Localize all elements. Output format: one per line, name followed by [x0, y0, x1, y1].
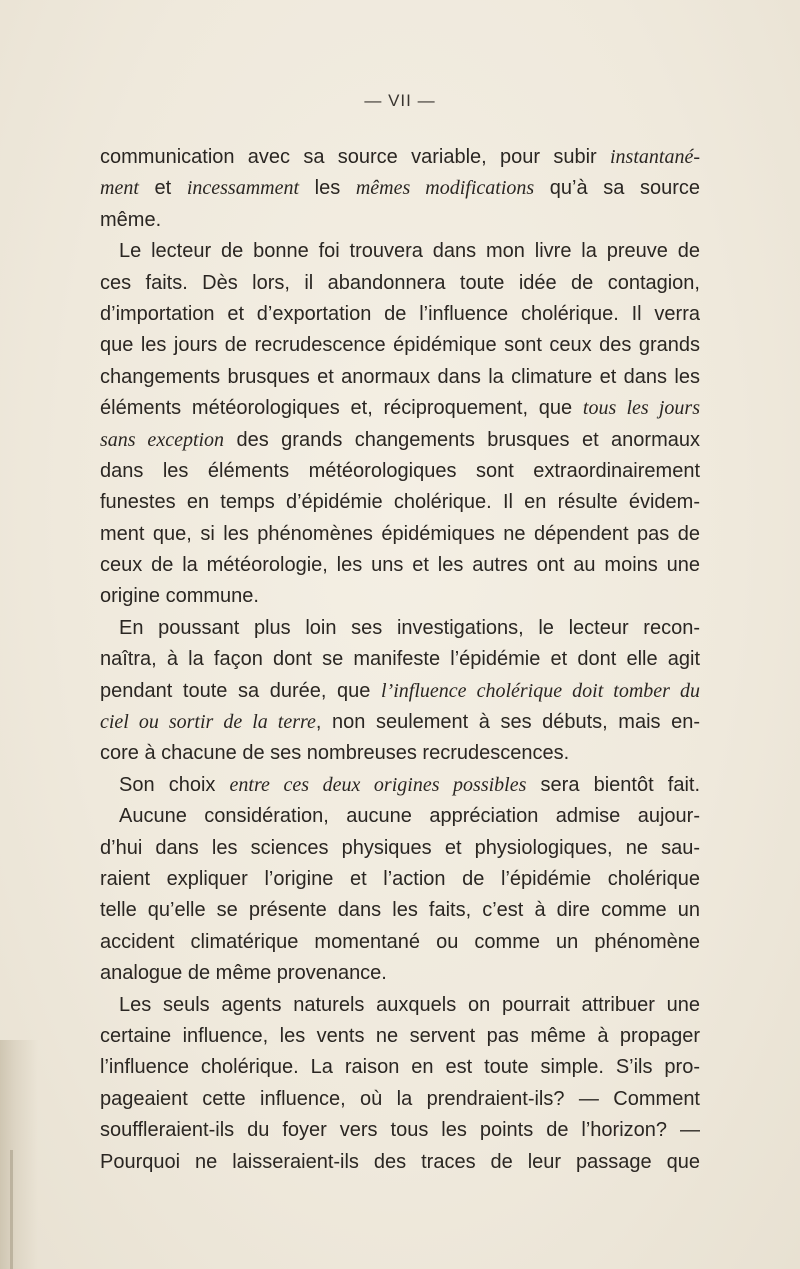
text-segment: les	[299, 177, 356, 200]
text-segment: d’hui dans les sciences physiques et physiologiques, ne sau-	[100, 836, 700, 859]
text-line	[100, 393, 700, 424]
italic-text: instantané-	[610, 146, 700, 168]
text-line	[100, 456, 700, 487]
page-number-header: — VII —	[364, 91, 436, 110]
text-line	[100, 958, 700, 989]
text-segment: éléments météorologiques et, réciproquement, que	[100, 397, 583, 420]
text-segment: telle qu’elle se présente dans les faits, c’est à dire comme un	[100, 899, 700, 922]
text-line	[100, 707, 700, 738]
text-segment: En poussant plus loin ses investigations, le lecteur recon-	[119, 616, 700, 639]
text-segment: Son choix	[119, 773, 230, 796]
text-line	[100, 1147, 700, 1178]
italic-text: sans exception	[100, 428, 225, 451]
text-segment: des grands changements brusques et anormaux	[224, 428, 700, 451]
page-edge-shadow	[0, 1040, 38, 1269]
text-segment: certaine influence, les vents ne servent pas même à propager	[100, 1024, 700, 1047]
text-segment: funestes en temps d’épidémie cholérique. Il en résulte évidem-	[100, 491, 700, 514]
text-line	[100, 205, 700, 236]
italic-text: tous les jours	[582, 397, 700, 420]
text-line	[100, 1021, 700, 1052]
text-segment: Le lecteur de bonne foi trouvera dans mon livre la preuve de	[119, 240, 700, 263]
text-line	[100, 1115, 700, 1146]
text-segment: origine commune.	[100, 585, 259, 608]
italic-text: l’influence cholérique doit tomber du	[381, 679, 700, 702]
text-segment: accident climatérique momentané ou comme un phénomène	[100, 930, 700, 953]
text-segment: Les seuls agents naturels auxquels on pourrait attribuer une	[119, 993, 700, 1016]
text-line	[100, 550, 700, 581]
text-line	[100, 581, 700, 612]
italic-text: ment	[100, 177, 139, 200]
text-segment: naîtra, à la façon dont se manifeste l’épidémie et dont elle agit	[100, 648, 700, 671]
text-segment: communication avec sa source variable, pour subir	[100, 146, 610, 168]
text-line	[100, 990, 700, 1021]
text-line	[100, 864, 700, 895]
text-line	[100, 330, 700, 361]
text-segment: même.	[100, 208, 162, 231]
text-segment: ment que, si les phénomènes épidémiques ne dépendent pas de	[100, 522, 700, 545]
text-line	[100, 1084, 700, 1115]
italic-text: incessamment	[186, 177, 300, 200]
text-segment: sera bientôt fait.	[526, 773, 700, 796]
italic-text: ciel ou sortir de la terre	[100, 711, 316, 734]
text-segment: ceux de la météorologie, les uns et les autres ont au moins une	[100, 554, 700, 577]
text-segment: changements brusques et anormaux dans la climature et dans les	[100, 365, 700, 388]
text-segment: pendant toute sa durée, que	[100, 679, 381, 702]
text-segment: analogue de même provenance.	[100, 962, 387, 985]
text-line	[100, 895, 700, 926]
text-line	[100, 613, 700, 644]
text-line	[100, 676, 700, 707]
text-segment: ces faits. Dès lors, il abandonnera toute idée de contagion,	[100, 271, 700, 294]
italic-text: mêmes modifications	[355, 177, 535, 200]
text-line	[100, 927, 700, 958]
text-line	[100, 268, 700, 299]
text-line	[100, 770, 700, 801]
page-binding-mark	[10, 1150, 13, 1269]
text-segment: , non seulement à ses débuts, mais en-	[315, 711, 700, 734]
text-line	[100, 362, 700, 393]
text-segment: raient expliquer l’origine et l’action de l’épidémie cholérique	[100, 867, 700, 890]
text-segment: souffleraient-ils du foyer vers tous les points de l’horizon? —	[100, 1119, 700, 1142]
text-line	[100, 1052, 700, 1083]
text-line	[100, 833, 700, 864]
text-segment: Aucune considération, aucune appréciation admise aujour-	[119, 805, 700, 828]
text-line	[100, 487, 700, 518]
text-segment: core à chacune de ses nombreuses recrudescences.	[100, 742, 570, 765]
body-text	[100, 142, 700, 1178]
text-segment: d’importation et d’exportation de l’influence cholérique. Il verra	[100, 302, 700, 325]
text-line	[100, 142, 700, 173]
text-segment: dans les éléments météorologiques sont extraordinairement	[100, 459, 700, 482]
text-line	[100, 801, 700, 832]
text-segment: pageaient cette influence, où la prendraient-ils? — Comment	[100, 1087, 700, 1110]
text-segment: Pourquoi ne laisseraient-ils des traces de leur passage que	[100, 1150, 700, 1173]
text-line	[100, 644, 700, 675]
text-segment: l’influence cholérique. La raison en est toute simple. S’ils pro-	[100, 1056, 700, 1079]
text-line	[100, 299, 700, 330]
text-segment: et	[138, 177, 187, 200]
text-line	[100, 738, 700, 769]
text-line	[100, 425, 700, 456]
text-segment: qu’à sa source	[534, 177, 700, 200]
text-line	[100, 173, 700, 204]
text-line	[100, 519, 700, 550]
italic-text: entre ces deux origines possibles	[229, 773, 527, 796]
text-line	[100, 236, 700, 267]
text-segment: que les jours de recrudescence épidémique sont ceux des grands	[100, 334, 700, 357]
